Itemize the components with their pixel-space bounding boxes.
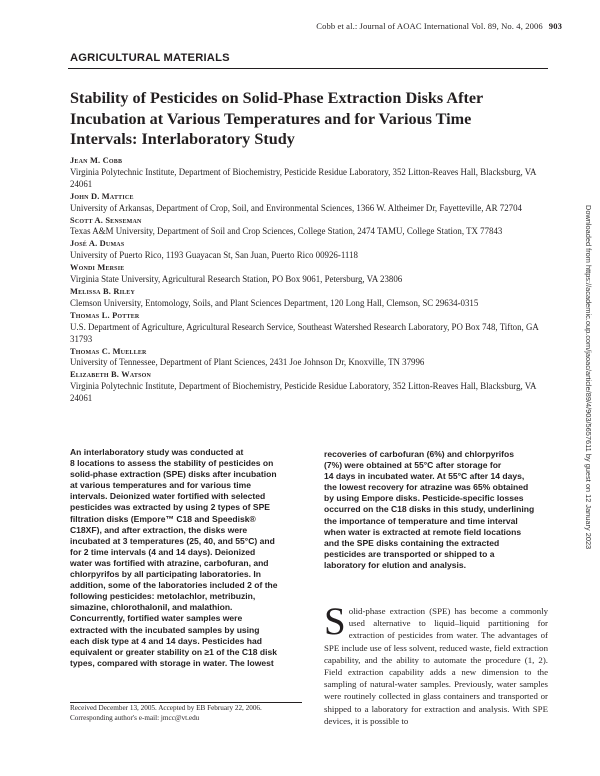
author-name: Elizabeth B. Watson — [70, 370, 152, 380]
abstract-line: when water is extracted at remote field locations — [324, 526, 522, 537]
author-name: Wondi Mersie — [70, 263, 125, 273]
abstract-line: pesticides was extracted by using 2 types of SPE — [70, 502, 270, 513]
title-line: Intervals: Interlaboratory Study — [70, 130, 295, 148]
author-name: Thomas C. Mueller — [70, 346, 147, 356]
abstract-line: occurred on the C18 disks in this study, underlining — [324, 504, 535, 515]
abstract-line: recoveries of carbofuran (6%) and chlorpyrifos — [324, 449, 514, 459]
author-entry — [70, 155, 552, 191]
author-name: Scott A. Senseman — [70, 215, 142, 225]
drop-cap: S — [324, 600, 346, 643]
abstract-line: following pesticides: metolachlor, metribuzin, — [70, 591, 256, 602]
author-entry — [70, 369, 552, 405]
author-entry — [70, 191, 552, 215]
abstract-line: addition, some of the laboratories included 2 of the — [70, 580, 278, 591]
author-affiliation: University of Tennessee, Department of Plant Sciences, 2431 Joe Johnson Dr, Knoxville, TN 37996 — [70, 357, 425, 368]
introduction-text: olid-phase extraction (SPE) has become a commonly used alternative to liquid–liquid partitioning for extraction of pesticides from water. The advantages of SPE include use of less solvent, reduced waste, field extraction capability, and the ability to automate the procedure (1, 2). Field extraction capability adds a new dimension to the sampling of natural-water samples. Previously, water samples were routinely collected in glass containers and transported or shipped to a laboratory for extraction and analysis. With SPE devices, it is possible to — [324, 606, 548, 726]
abstract-line: An interlaboratory study was conducted at — [70, 447, 244, 457]
abstract-line: incubated at 3 temperatures (25, 40, and 55°C) and — [70, 535, 275, 546]
author-affiliation: University of Arkansas, Department of Crop, Soil, and Environmental Sciences, 1366 W. Altheimer Dr, Fayetteville, AR 72704 — [70, 202, 522, 213]
author-name: Melissa B. Riley — [70, 286, 136, 296]
section-divider — [68, 68, 548, 69]
author-entry — [70, 286, 552, 310]
author-affiliation: Virginia State University, Agricultural Research Station, PO Box 9061, Petersburg, VA 23806 — [70, 274, 403, 285]
abstract-line: equivalent or greater stability on ≥1 of the C18 disk — [70, 646, 278, 657]
author-affiliation: Virginia Polytechnic Institute, Department of Biochemistry, Pesticide Residue Laboratory, 352 Litton-Reaves Hall, Blacksburg, VA 24061 — [70, 166, 536, 189]
abstract-line: for 2 time intervals (4 and 14 days). Deionized — [70, 546, 256, 557]
abstract-line: types, compared with storage in water. The lowest — [70, 657, 274, 668]
abstract-line: C18XF), and after extraction, the disks were — [70, 524, 248, 535]
abstract-line: pesticides are transported or shipped to a — [324, 548, 495, 559]
article-title — [70, 88, 540, 150]
abstract-line: the lowest recovery for atrazine was 65% obtained — [324, 482, 529, 493]
author-affiliation: Clemson University, Entomology, Soils, and Plant Sciences Department, 120 Long Hall, Clemson, SC 29634-0315 — [70, 297, 479, 308]
download-watermark: Downloaded from https://academic.oup.com/jaoac/article/89/4/903/5657611 by guest on 12 January 2023 — [584, 205, 593, 550]
corresponding-author-email: Corresponding author's e-mail: jmcc@vt.edu — [70, 713, 200, 722]
title-line: Incubation at Various Temperatures and for Various Time — [70, 109, 472, 128]
abstract-line: by using Empore disks. Pesticide-specific losses — [324, 493, 524, 504]
abstract-line: laboratory for elution and analysis. — [324, 559, 467, 570]
author-entry — [70, 215, 552, 239]
author-name: John D. Mattice — [70, 191, 134, 201]
title-line: Stability of Pesticides on Solid-Phase Extraction Disks After — [70, 89, 484, 107]
abstract-line: the importance of temperature and time interval — [324, 515, 518, 526]
abstract-line: at various temperatures and for various time — [70, 480, 251, 491]
received-dates: Received December 13, 2005. Accepted by EB February 22, 2006. — [70, 704, 262, 712]
author-name: José A. Dumas — [70, 239, 125, 249]
abstract-line: solid-phase extraction (SPE) disks after incubation — [70, 469, 277, 480]
abstract-line: Concurrently, fortified water samples were — [70, 613, 243, 624]
abstract-line: 8 locations to assess the stability of pesticides on — [70, 458, 274, 469]
abstract-line: each disk type at 4 and 14 days. Pesticides had — [70, 635, 262, 646]
author-affiliation: U.S. Department of Agriculture, Agricultural Research Service, Southeast Watershed Research Laboratory, PO Box 748, Tifton, GA 31793 — [70, 321, 539, 344]
author-affiliation: University of Puerto Rico, 1193 Guayacan St, San Juan, Puerto Rico 00926-1118 — [70, 250, 358, 261]
abstract-line: simazine, chlorothalonil, and malathion. — [70, 602, 233, 613]
running-header-text: Cobb et al.: Journal of AOAC International Vol. 89, No. 4, 2006 — [316, 21, 543, 31]
abstract-line: filtration disks (Empore™ C18 and Speedisk® — [70, 513, 256, 524]
author-entry — [70, 238, 552, 262]
abstract-left-column — [70, 447, 302, 669]
author-affiliation: Virginia Polytechnic Institute, Department of Biochemistry, Pesticide Residue Laboratory, 352 Litton-Reaves Hall, Blacksburg, VA 24061 — [70, 381, 536, 404]
footnote — [70, 704, 302, 723]
author-entry — [70, 310, 552, 346]
author-affiliation: Texas A&M University, Department of Soil and Crop Sciences, College Station, 2474 TAMU, College Station, TX 77843 — [70, 226, 503, 237]
author-name: Thomas L. Potter — [70, 310, 140, 320]
author-list — [70, 155, 552, 405]
abstract-line: and the SPE disks containing the extracted — [324, 537, 500, 548]
abstract-line: 14 days in incubated water. At 55°C after 14 days, — [324, 471, 525, 482]
introduction-paragraph — [324, 600, 548, 727]
abstract-line: chlorpyrifos by all participating laboratories. In — [70, 569, 261, 580]
author-entry — [70, 262, 552, 286]
author-name: Jean M. Cobb — [70, 156, 123, 165]
abstract-line: (7%) were obtained at 55°C after storage for — [324, 460, 502, 471]
author-entry — [70, 346, 552, 370]
footnote-divider — [70, 702, 302, 703]
abstract-line: intervals. Deionized water fortified with selected — [70, 491, 266, 502]
page-number: 903 — [548, 21, 562, 31]
abstract-line: extracted with the incubated samples by using — [70, 624, 260, 635]
running-header — [316, 21, 562, 31]
abstract-line: water was fortified with atrazine, carbofuran, and — [70, 557, 269, 568]
abstract-right-column — [324, 449, 546, 571]
section-label: AGRICULTURAL MATERIALS — [70, 52, 230, 64]
